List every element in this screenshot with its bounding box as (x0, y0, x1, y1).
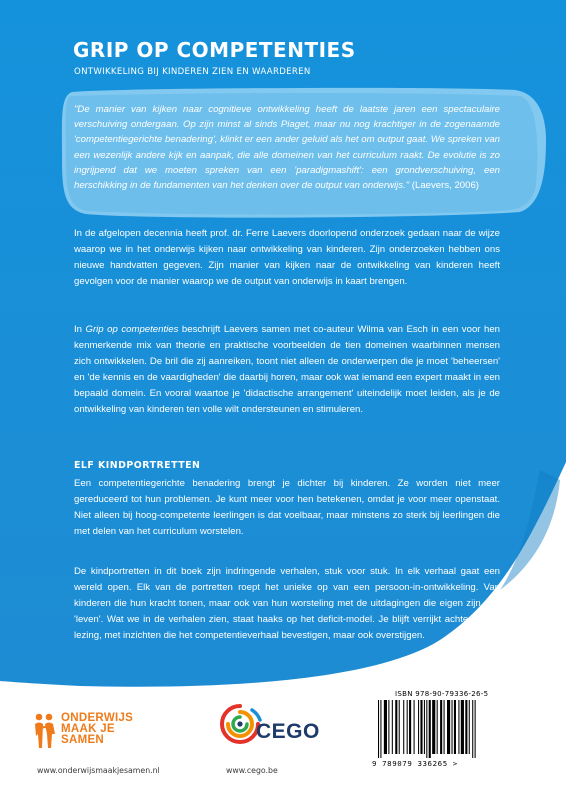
barcode-bar (420, 700, 422, 754)
barcode-bar (395, 700, 397, 754)
barcode-bar (444, 700, 445, 754)
barcode-bar (426, 700, 427, 758)
barcode-bar (465, 700, 467, 754)
barcode-bar (424, 700, 425, 754)
paragraph-book-prefix: In (74, 324, 86, 335)
barcode-bar (378, 700, 379, 758)
barcode-bar (418, 700, 419, 754)
paragraph-book (74, 322, 500, 418)
owms-logo-text (61, 713, 133, 746)
quote-block (74, 102, 500, 193)
barcode-bar (458, 700, 459, 754)
barcode-bar (461, 700, 464, 754)
barcode-bar (388, 700, 389, 754)
isbn-label: ISBN 978-90-79336-26-5 (395, 690, 489, 698)
paragraph-intro: In de afgelopen decennia heeft prof. dr. Ferre Laevers doorlopend onderzoek gedaan naar de wijze waarop we in het onderwijs kijken naar ontwikkeling van kinderen. Zijn onderzoeken hebben ons nieuwe handvatten gegeven. Zijn manier van kijken naar de ontwikkeling van kinderen heeft gevolgen voor de manier waarop we de output van onderwijs in kaart brengen. (74, 228, 500, 287)
barcode-bar (409, 700, 411, 754)
barcode-bar (380, 700, 381, 758)
barcode-bar (447, 700, 450, 754)
book-title-inline: Grip op competenties (85, 324, 179, 335)
barcode-bar (384, 700, 387, 754)
barcode-bar (475, 700, 476, 758)
barcode-bar (469, 700, 470, 754)
owms-url: www.onderwijsmaakjesamen.nl (37, 766, 160, 775)
barcode-bar (432, 700, 435, 754)
barcode-bar (407, 700, 408, 754)
paragraph-competence: Een competentiegerichte benadering brengt je dichter bij kinderen. Ze worden niet meer gereduceerd tot hun problemen. Je kunt meer voor hen betekenen, omdat je voor meer openstaat. Niet alleen bij hoog-competente leerlingen is dat voelbaar, maar minstens zo sterk bij leerlingen die met delen van het curriculum worstelen. (74, 478, 500, 537)
barcode-bar (440, 700, 442, 754)
people-figures-icon (33, 712, 61, 752)
owms-line-3: SAMEN (61, 734, 105, 746)
isbn-digits: 9 789079 336265 > (372, 759, 458, 768)
barcode-bar (437, 700, 438, 754)
barcode-bar (472, 700, 473, 758)
cego-wordmark: CEGO (256, 720, 320, 743)
cego-logo (218, 702, 318, 752)
onderwijs-maak-je-samen-logo (33, 710, 143, 760)
quote-text: "De manier van kijken naar cognitieve ontwikkeling heeft de laatste jaren een spectaculaire verschuiving ondergaan. Op zijn minst al sinds Piaget, maar nu nog krachtiger in de zogenaamde 'competentiegerichte benadering', klinkt er een ander geluid als het om output gaat. We spreken van een wezenlijk andere kijk en aanpak, die alle domeinen van het curriculum raakt. De evolutie is zo ingrijpend dat we moeten spreken van een 'paradigmashift': een grondverschuiving, een herschikking in de fundamenten van het denken over de output van onderwijs." (74, 104, 500, 192)
barcode-bar (414, 700, 415, 754)
barcode-bar (403, 700, 404, 754)
owms-line-2: MAAK JE (61, 723, 115, 735)
barcode-bar (392, 700, 393, 754)
paragraph-book-rest: beschrijft Laevers samen met co-auteur Wilma van Esch in een voor hen kenmerkende mix van theorie en praktische voorbeelden de tien domeinen waarbinnen mensen zich ontwikkelen. De bril die zij aanreiken, toont niet alleen de onderwerpen die je moet 'beheersen' en 'de kennis en de vaardigheden' die daarbij horen, maar ook wat iemand een expert maakt in een bepaald domein. En vooral waartoe je 'didactische arrangement' uiteindelijk moet leiden, als je de ontwikkeling van kinderen ten volle wilt ondersteunen en stimuleren. (74, 324, 500, 415)
cego-url: www.cego.be (226, 766, 278, 775)
paragraph-portraits: De kindportretten in dit boek zijn indringende verhalen, stuk voor stuk. In elk verhaal gaat een wereld open. Elk van de portretten roept het unieke op van een persoon-in-ontwikkeling. Van kinderen die hun kracht tonen, maar ook van hun worsteling met de uitdagingen die eigen zijn aan 'leven'. Wat we in de verhalen zien, staat haaks op het deficit-model. Je blijft verrijkt achter na de lezing, met inzichten die het competentieverhaal bevestigen, maar ook overstijgen. (74, 566, 500, 641)
isbn-barcode-panel (370, 688, 516, 774)
barcode-bar (454, 700, 456, 754)
cover-subtitle: ONTWIKKELING BIJ KINDEREN ZIEN EN WAARDEREN (74, 67, 311, 77)
barcode-bar (399, 700, 400, 754)
barcode-bar (452, 700, 453, 754)
barcode-bar (429, 700, 431, 758)
quote-source: (Laevers, 2006) (409, 180, 479, 192)
barcode-icon (376, 700, 510, 758)
cover-title: GRIP OP COMPETENTIES (73, 38, 356, 62)
owms-line-1: ONDERWIJS (61, 712, 134, 724)
section-heading: ELF KINDPORTRETTEN (74, 460, 201, 471)
